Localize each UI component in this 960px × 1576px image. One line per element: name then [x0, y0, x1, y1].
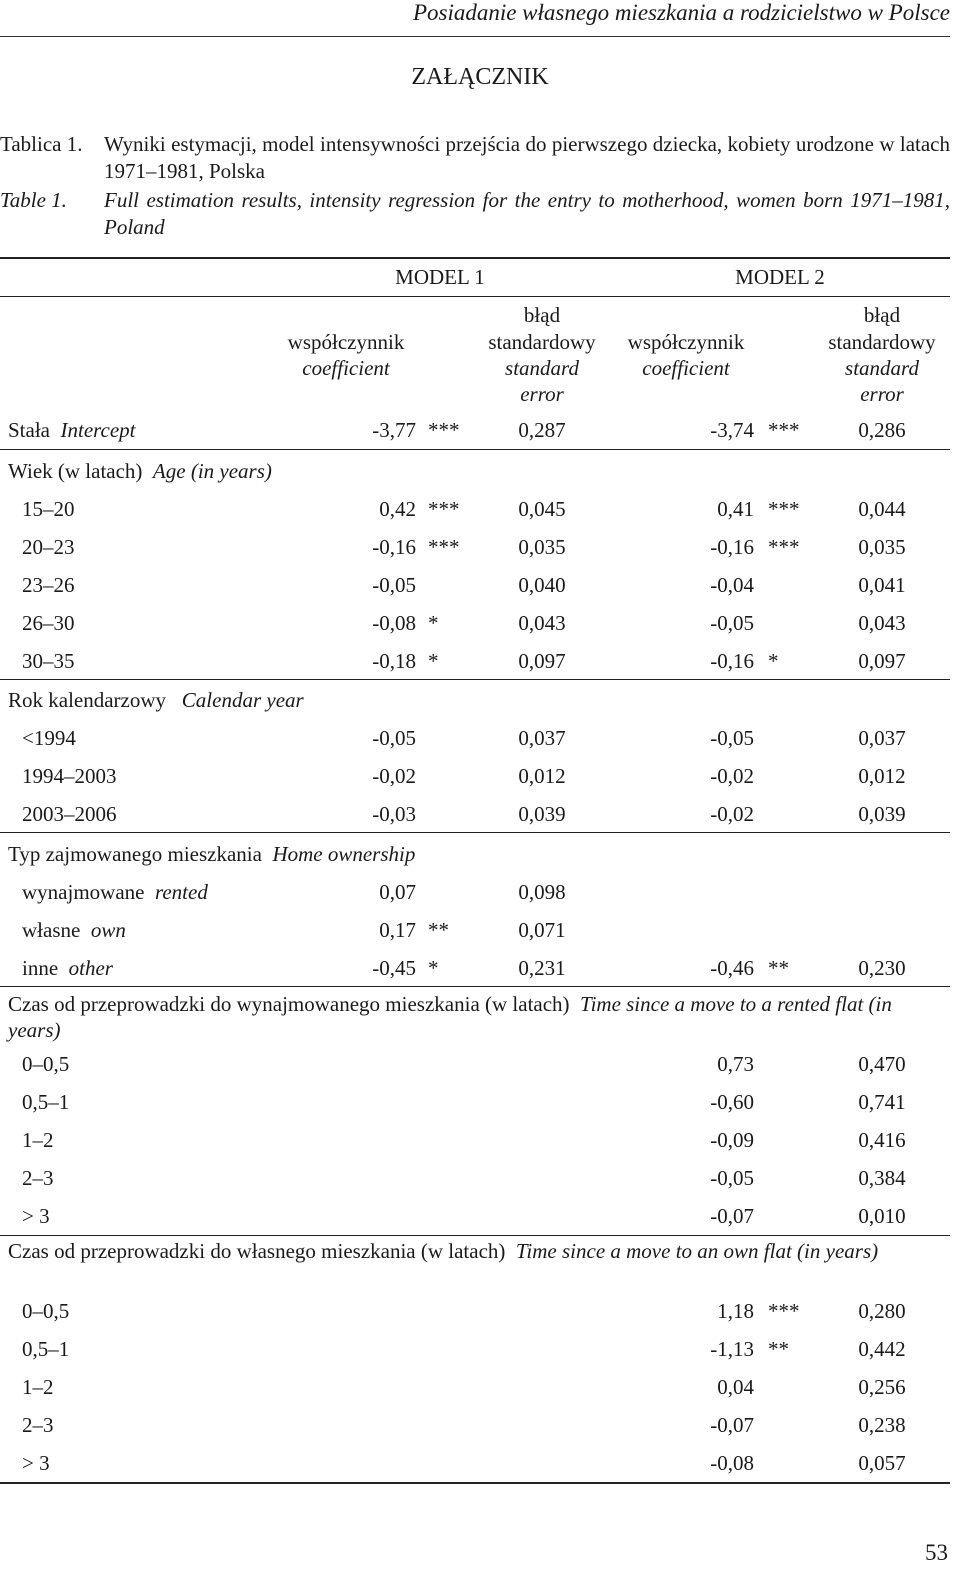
m2-se-pl1: błąd	[863, 303, 901, 327]
cell-sig-m2: ***	[768, 535, 800, 559]
cell-se-m1: 0,097	[518, 649, 566, 673]
cell-se-m2: 0,037	[858, 726, 906, 750]
table-row	[0, 1166, 950, 1204]
section-year-heading	[8, 687, 938, 713]
section-age-pl: Wiek (w latach)	[8, 459, 143, 483]
rule-after-year	[0, 832, 950, 833]
rule-after-rented	[0, 1235, 950, 1236]
rule-after-intercept	[0, 449, 950, 450]
m1-se-pl1: błąd	[523, 303, 561, 327]
section-home-heading	[8, 841, 938, 867]
section-own-en: Time since a move to an own flat (in years)	[515, 1239, 879, 1263]
table-row	[0, 497, 950, 535]
cell-coef-m2: -0,07	[710, 1204, 754, 1228]
table-row	[0, 802, 950, 840]
cell-se-m2: 0,035	[858, 535, 906, 559]
cell-coef-m2: -0,05	[710, 1166, 754, 1190]
row-label: 26–30	[22, 611, 75, 635]
cell-sig-m2: ***	[768, 1299, 800, 1323]
cell-coef-m1: -0,45	[372, 956, 416, 980]
row-label: 2–3	[22, 1166, 54, 1190]
section-own-pl: Czas od przeprowadzki do własnego mieszkania (w latach)	[8, 1239, 506, 1263]
row-label: 2003–2006	[22, 802, 117, 826]
cell-se-m2: 0,041	[858, 573, 906, 597]
table-row-intercept	[0, 418, 950, 456]
cell-sig-m2: ***	[768, 418, 800, 442]
table-row	[0, 1204, 950, 1242]
m1-se-en1: standard	[505, 356, 579, 380]
cell-se-m2: 0,057	[858, 1451, 906, 1475]
cell-se-m1: 0,098	[518, 880, 566, 904]
section-rented-heading	[8, 991, 938, 1043]
m2-coef-pl: współczynnik	[627, 330, 745, 354]
cell-coef-m1: 0,17	[379, 918, 416, 942]
cell-coef-m2: -0,02	[710, 802, 754, 826]
table-row	[0, 726, 950, 764]
table-row	[0, 1413, 950, 1451]
cell-coef-m2: -0,07	[710, 1413, 754, 1437]
cell-coef-m1: 0,07	[379, 880, 416, 904]
cell-se-m2: 0,238	[858, 1413, 906, 1437]
section-rented-en: Time since a move to a rented flat (in years)	[8, 992, 892, 1042]
m2-se-en1: standard	[845, 356, 919, 380]
section-year-en: Calendar year	[181, 688, 304, 712]
caption-en-label: Table 1.	[0, 188, 67, 212]
cell-se-m1: 0,040	[518, 573, 566, 597]
cell-se-m2: 0,416	[858, 1128, 906, 1152]
cell-coef-m2: -0,16	[710, 535, 754, 559]
cell-coef-m2: -0,04	[710, 573, 754, 597]
row-label: 30–35	[22, 649, 75, 673]
cell-coef-m2: -0,02	[710, 764, 754, 788]
row-label: 0,5–1	[22, 1337, 70, 1361]
cell-coef-m1: -0,08	[372, 611, 416, 635]
row-label-pl: inne	[22, 956, 59, 980]
section-year-pl: Rok kalendarzowy	[8, 688, 167, 712]
cell-sig-m2: ***	[768, 497, 800, 521]
cell-se-m1: 0,037	[518, 726, 566, 750]
cell-se-m2: 0,286	[858, 418, 906, 442]
cell-se-m2: 0,384	[858, 1166, 906, 1190]
cell-se-m2: 0,230	[858, 956, 906, 980]
row-label: 1994–2003	[22, 764, 117, 788]
table-row	[0, 1052, 950, 1090]
cell-sig-m1: *	[428, 611, 439, 635]
cell-se-m2: 0,039	[858, 802, 906, 826]
model2-header: MODEL 2	[735, 265, 825, 289]
cell-se-m1: 0,231	[518, 956, 566, 980]
row-label: 1–2	[22, 1128, 54, 1152]
caption-pl-label: Tablica 1.	[0, 132, 83, 156]
row-label: 0–0,5	[22, 1299, 70, 1323]
cell-coef-m2: -0,16	[710, 649, 754, 673]
row-label-en: other	[68, 956, 113, 980]
intercept-label-pl: Stała	[8, 418, 50, 442]
cell-coef-m2: -0,46	[710, 956, 754, 980]
cell-coef-m1: -3,77	[372, 418, 416, 442]
cell-se-m2: 0,741	[858, 1090, 906, 1114]
cell-sig-m1: **	[428, 918, 449, 942]
cell-se-m1: 0,071	[518, 918, 566, 942]
table-row	[0, 880, 950, 918]
table-top-rule	[0, 257, 950, 259]
cell-coef-m2: 1,18	[717, 1299, 754, 1323]
model-header-rule	[0, 296, 950, 297]
table-row	[0, 573, 950, 611]
cell-sig-m2: **	[768, 1337, 789, 1361]
m1-se-pl2: standardowy	[488, 330, 596, 354]
cell-se-m1: 0,043	[518, 611, 566, 635]
cell-se-m2: 0,043	[858, 611, 906, 635]
section-home-pl: Typ zajmowanego mieszkania	[8, 842, 262, 866]
cell-coef-m1: -0,03	[372, 802, 416, 826]
cell-sig-m1: *	[428, 649, 439, 673]
caption-en	[0, 187, 950, 241]
cell-se-m1: 0,287	[518, 418, 566, 442]
cell-coef-m1: -0,16	[372, 535, 416, 559]
table-row	[0, 535, 950, 573]
row-label-pl: własne	[22, 918, 81, 942]
table-row	[0, 1337, 950, 1375]
cell-coef-m1: -0,02	[372, 764, 416, 788]
cell-coef-m2: -0,05	[710, 726, 754, 750]
rule-after-home	[0, 986, 950, 987]
cell-coef-m2: -0,08	[710, 1451, 754, 1475]
caption-pl-text: Wyniki estymacji, model intensywności przejścia do pierwszego dziecka, kobiety urodzone w latach 1971–1981, Polska	[104, 132, 950, 183]
row-label: > 3	[22, 1451, 50, 1475]
cell-se-m1: 0,012	[518, 764, 566, 788]
row-label: > 3	[22, 1204, 50, 1228]
m1-coef-en: coefficient	[302, 356, 390, 380]
table-row	[0, 956, 950, 994]
cell-se-m1: 0,045	[518, 497, 566, 521]
cell-se-m1: 0,039	[518, 802, 566, 826]
cell-se-m2: 0,010	[858, 1204, 906, 1228]
table-row	[0, 764, 950, 802]
section-age-heading	[8, 458, 938, 484]
table-row	[0, 918, 950, 956]
running-title: Posiadanie własnego mieszkania a rodzicielstwo w Polsce	[412, 0, 950, 25]
m2-se-pl2: standardowy	[828, 330, 936, 354]
rule-after-age	[0, 679, 950, 680]
row-label: 0,5–1	[22, 1090, 70, 1114]
cell-coef-m2: -0,05	[710, 611, 754, 635]
cell-coef-m1: -0,18	[372, 649, 416, 673]
row-label-en: own	[90, 918, 126, 942]
row-label-en: rented	[154, 880, 208, 904]
cell-se-m2: 0,097	[858, 649, 906, 673]
intercept-label-en: Intercept	[60, 418, 136, 442]
table-bottom-rule	[0, 1482, 950, 1484]
m2-coef-en: coefficient	[642, 356, 730, 380]
section-age-en: Age (in years)	[152, 459, 272, 483]
cell-coef-m1: 0,42	[379, 497, 416, 521]
cell-se-m2: 0,470	[858, 1052, 906, 1076]
section-rented-pl: Czas od przeprowadzki do wynajmowanego mieszkania (w latach)	[8, 992, 570, 1016]
cell-se-m2: 0,012	[858, 764, 906, 788]
cell-se-m1: 0,035	[518, 535, 566, 559]
table-row	[0, 611, 950, 649]
appendix-title: ZAŁĄCZNIK	[411, 64, 549, 90]
row-label: 15–20	[22, 497, 75, 521]
section-home-en: Home ownership	[272, 842, 416, 866]
m1-coef-pl: współczynnik	[287, 330, 405, 354]
table-row	[0, 649, 950, 687]
row-label: 23–26	[22, 573, 75, 597]
row-label: 0–0,5	[22, 1052, 70, 1076]
cell-se-m2: 0,280	[858, 1299, 906, 1323]
cell-se-m2: 0,044	[858, 497, 906, 521]
row-label: 1–2	[22, 1375, 54, 1399]
running-header	[0, 0, 950, 37]
row-label: 20–23	[22, 535, 75, 559]
caption-pl	[0, 131, 950, 185]
cell-sig-m2: **	[768, 956, 789, 980]
model1-header: MODEL 1	[395, 265, 485, 289]
row-label-pl: wynajmowane	[22, 880, 145, 904]
m2-se-en2: error	[860, 382, 904, 406]
section-own-heading	[8, 1238, 938, 1264]
cell-se-m2: 0,442	[858, 1337, 906, 1361]
page-number: 53	[925, 1540, 948, 1565]
cell-coef-m2: -0,60	[710, 1090, 754, 1114]
cell-coef-m2: -1,13	[710, 1337, 754, 1361]
cell-coef-m2: 0,73	[717, 1052, 754, 1076]
table-row	[0, 1090, 950, 1128]
table-row	[0, 1375, 950, 1413]
table-row	[0, 1299, 950, 1337]
cell-sig-m1: *	[428, 956, 439, 980]
cell-coef-m2: 0,41	[717, 497, 754, 521]
cell-coef-m1: -0,05	[372, 726, 416, 750]
table-row	[0, 1128, 950, 1166]
caption-en-text: Full estimation results, intensity regression for the entry to motherhood, women born 1971–1981, Poland	[104, 188, 950, 239]
cell-coef-m1: -0,05	[372, 573, 416, 597]
cell-sig-m2: *	[768, 649, 779, 673]
row-label: <1994	[22, 726, 76, 750]
row-label: 2–3	[22, 1413, 54, 1437]
cell-sig-m1: ***	[428, 535, 460, 559]
cell-coef-m2: 0,04	[717, 1375, 754, 1399]
cell-coef-m2: -0,09	[710, 1128, 754, 1152]
cell-se-m2: 0,256	[858, 1375, 906, 1399]
cell-sig-m1: ***	[428, 497, 460, 521]
cell-sig-m1: ***	[428, 418, 460, 442]
m1-se-en2: error	[520, 382, 564, 406]
cell-coef-m2: -3,74	[710, 418, 754, 442]
